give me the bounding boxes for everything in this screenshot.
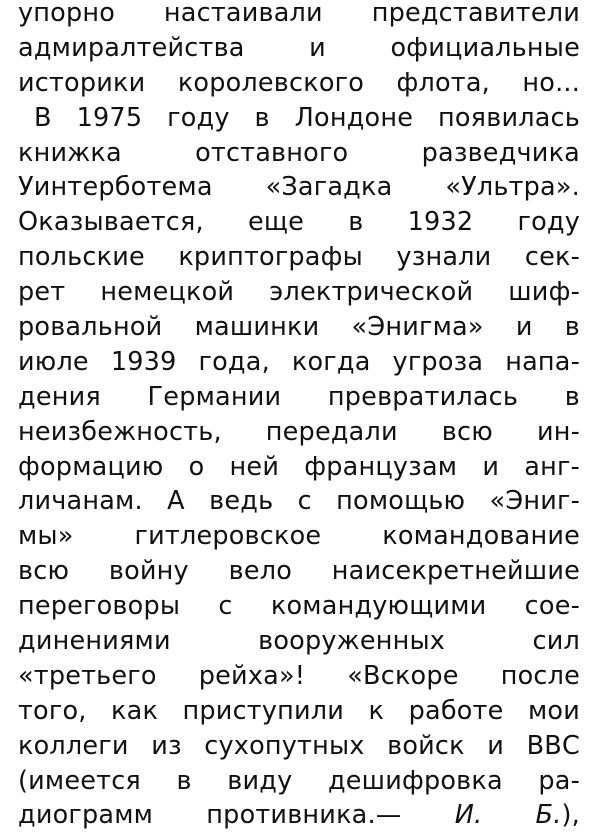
text-line: формацию о ней французам и анг-	[18, 451, 580, 482]
paragraph-start-line: В 1975 году в Лондоне появилась	[34, 102, 580, 133]
author-initials: И. Б.	[454, 800, 562, 831]
text-line: упорно настаивали представители	[18, 0, 580, 28]
text-line: дения Германии превратилась в	[18, 381, 580, 412]
text-line: личанам. А ведь с помощью «Эниг-	[18, 486, 580, 517]
text-line: польские криптографы узнали сек-	[18, 242, 580, 273]
text-line: того, как приступили к работе мои	[18, 695, 580, 726]
text-segment: диограмм противника.—	[18, 800, 455, 831]
text-segment-tail: ),	[561, 800, 580, 831]
body-text	[18, 0, 580, 833]
text-line: книжка отставного разведчика	[18, 137, 580, 168]
text-line-last	[18, 798, 580, 833]
text-line: (имеется в виду дешифровка ра-	[18, 765, 580, 796]
text-line: мы» гитлеровское командование	[18, 521, 580, 552]
text-line: июле 1939 года, когда угроза напа-	[18, 346, 580, 377]
text-line: ровальной машинки «Энигма» и в	[18, 312, 580, 343]
text-line: Уинтерботема «Загадка «Ультра».	[18, 172, 580, 203]
text-line: всю войну вело наисекретнейшие	[18, 556, 580, 587]
text-line: динениями вооруженных сил	[18, 626, 580, 657]
text-line: коллеги из сухопутных войск и ВВС	[18, 730, 580, 761]
text-line: Оказывается, еще в 1932 году	[18, 207, 580, 238]
text-line: историки королевского флота, но...	[18, 67, 580, 98]
text-line: адмиралтейства и официальные	[18, 32, 580, 63]
text-line: переговоры с командующими сое-	[18, 591, 580, 622]
text-line: неизбежность, передали всю ин-	[18, 416, 580, 447]
text-line: «третьего рейха»! «Вскоре после	[18, 660, 580, 691]
text-line: рет немецкой электрической шиф-	[18, 277, 580, 308]
